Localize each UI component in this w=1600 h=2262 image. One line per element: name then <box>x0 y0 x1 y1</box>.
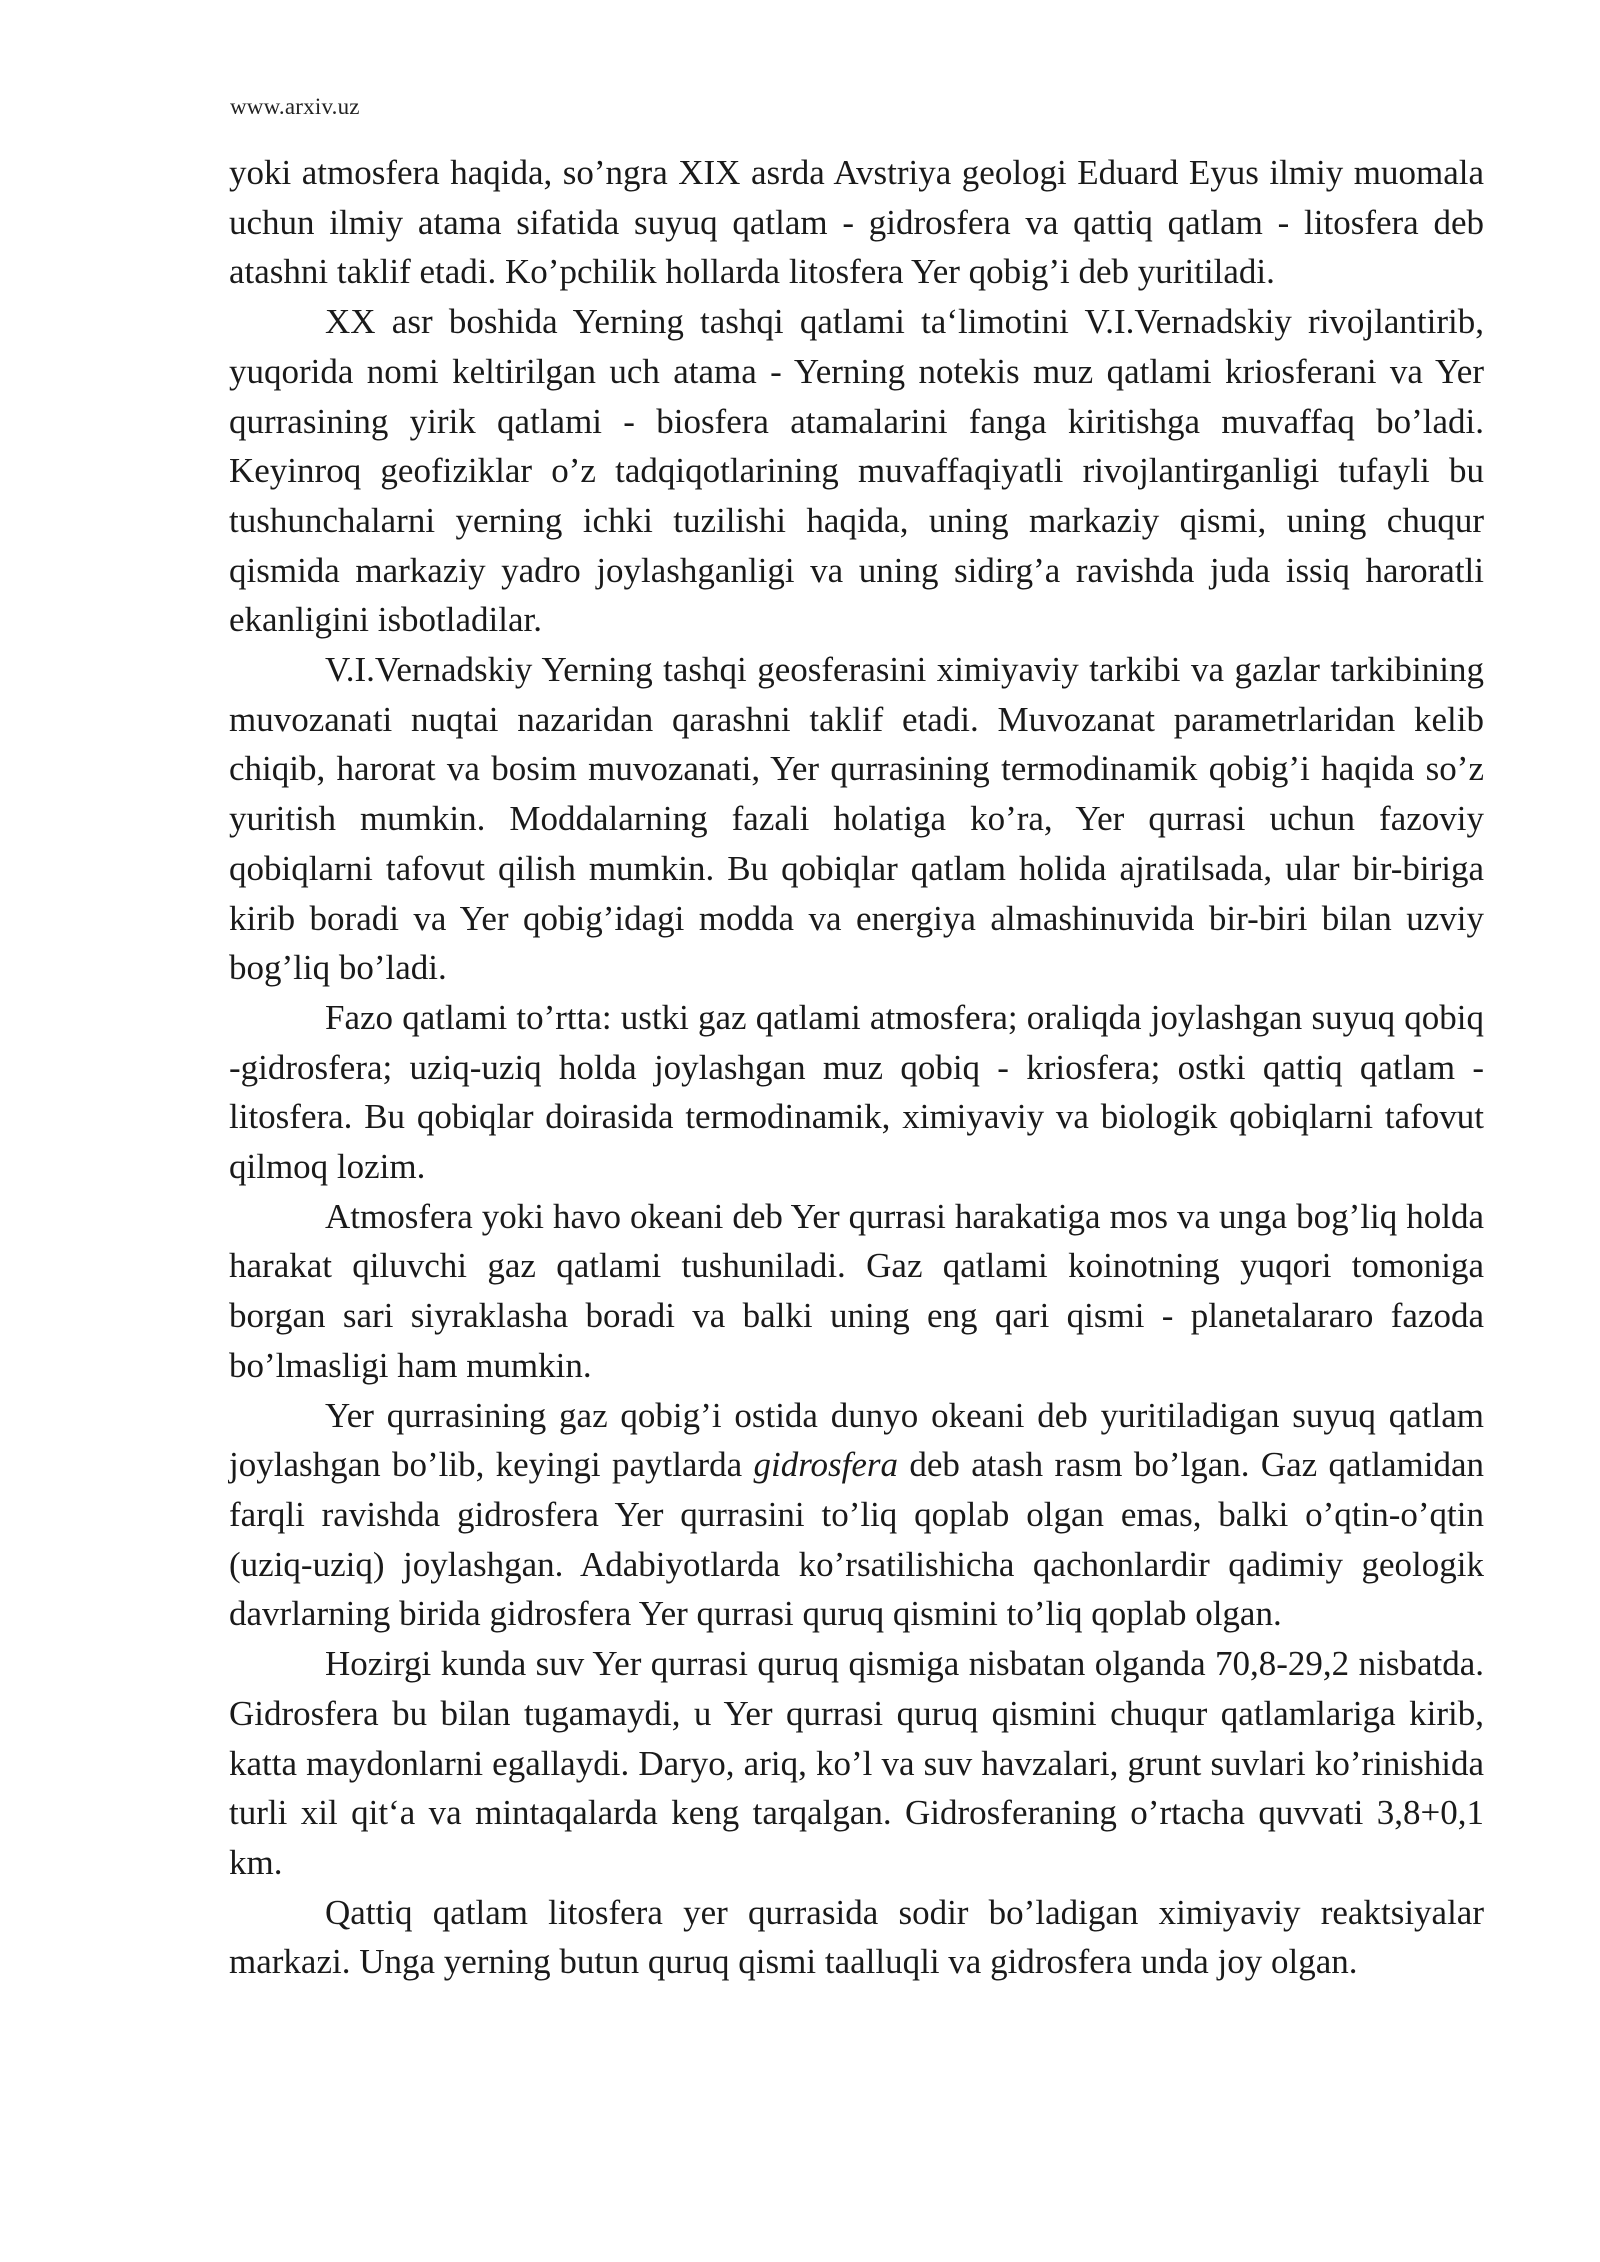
paragraph-8: Qattiq qatlam litosfera yer qurrasida sodir bo’ladigan ximiyaviy reaktsiyalar markazi. Unga yerning butun quruq qismi taalluqli va gidrosfera unda joy olgan. <box>229 1892 1484 1982</box>
paragraph-7: Hozirgi kunda suv Yer qurrasi quruq qismiga nisbatan olganda 70,8-29,2 nisbatda. Gidrosfera bu bilan tugamaydi, u Yer qurrasi quruq qismini chuqur qatlamlariga kirib, katta maydonlarni egallaydi. Daryo, ariq, ko’l va suv havzalari, grunt suvlari ko’rinishida turli xil qit‘a va mintaqalarda keng tarqalgan. Gidrosferaning o’rtacha quvvati 3,8+0,1 km. <box>229 1644 1484 1882</box>
header-site-url: www.arxiv.uz <box>230 94 360 119</box>
paragraph-6-text-end: deb atash rasm bo’lgan. Gaz qatlamidan farqli ravishda gidrosfera Yer qurrasini to’liq qoplab olgan emas, balki o’qtin-o’qtin (uziq-uziq) joylashgan. Adabiyotlarda ko’rsatilishicha qachonlardir qadimiy geologik davrlarning birida gidrosfera Yer qurrasi quruq qismini to’liq qoplab olgan. <box>229 1445 1484 1634</box>
paragraph-1: yoki atmosfera haqida, so’ngra XIX asrda Avstriya geologi Eduard Eyus ilmiy muomala uchun ilmiy atama sifatida suyuq qatlam - gidrosfera va qattiq qatlam - litosfera deb atashni taklif etadi. Ko’pchilik hollarda litosfera Yer qobig’i deb yuritiladi. <box>229 153 1484 292</box>
paragraph-6-text-start: Yer qurrasining gaz qobig’i ostida dunyo okeani deb yuritiladigan suyuq qatlam joylashgan bo’lib, keyingi paytlarda <box>229 1395 1484 1485</box>
italic-term-gidrosfera: gidrosfera <box>753 1445 899 1485</box>
paragraph-5: Atmosfera yoki havo okeani deb Yer qurrasi harakatiga mos va unga bog’liq holda harakat qiluvchi gaz qatlami tushuniladi. Gaz qatlami koinotning yuqori tomoniga borgan sari siyraklasha boradi va balki uning eng qari qismi - planetalararo fazoda bo’lmasligi ham mumkin. <box>229 1196 1484 1385</box>
paragraph-4: Fazo qatlami to’rtta: ustki gaz qatlami atmosfera; oraliqda joylashgan suyuq qobiq -gidrosfera; uziq-uziq holda joylashgan muz qobiq - kriosfera; ostki qattiq qatlam - litosfera. Bu qobiqlar doirasida termodinamik, ximiyaviy va biologik qobiqlarni tafovut qilmoq lozim. <box>229 997 1484 1187</box>
paragraph-6 <box>229 1391 1484 1640</box>
paragraph-3: V.I.Vernadskiy Yerning tashqi geosferasini ximiyaviy tarkibi va gazlar tarkibining muvozanati nuqtai nazaridan qarashni taklif etadi. Muvozanat parametrlaridan kelib chiqib, harorat va bosim muvozanati, Yer qurrasining termodinamik qobig’i haqida so’z yuritish mumkin. Moddalarning fazali holatiga ko’ra, Yer qurrasi uchun fazoviy qobiqlarni tafovut qilish mumkin. Bu qobiqlar qatlam holida ajratilsada, ular bir-biriga kirib boradi va Yer qobig’idagi modda va energiya almashinuvida bir-biri bilan uzviy bog’liq bo’ladi. <box>229 650 1484 988</box>
paragraph-2: XX asr boshida Yerning tashqi qatlami ta‘limotini V.I.Vernadskiy rivojlantirib, yuqorida nomi keltirilgan uch atama - Yerning notekis muz qatlami kriosferani va Yer qurrasining yirik qatlami - biosfera atamalarini fanga kiritishga muvaffaq bo’ladi. Keyinroq geofiziklar o’z tadqiqotlarining muvaffaqiyatli rivojlantirganligi tufayli bu tushunchalarni yerning ichki tuzilishi haqida, uning markaziy qismi, uning chuqur qismida markaziy yadro joylashganligi va uning sidirg’a ravishda juda issiq haroratli ekanligini isbotladilar. <box>229 302 1484 640</box>
document-body <box>229 148 1484 1987</box>
